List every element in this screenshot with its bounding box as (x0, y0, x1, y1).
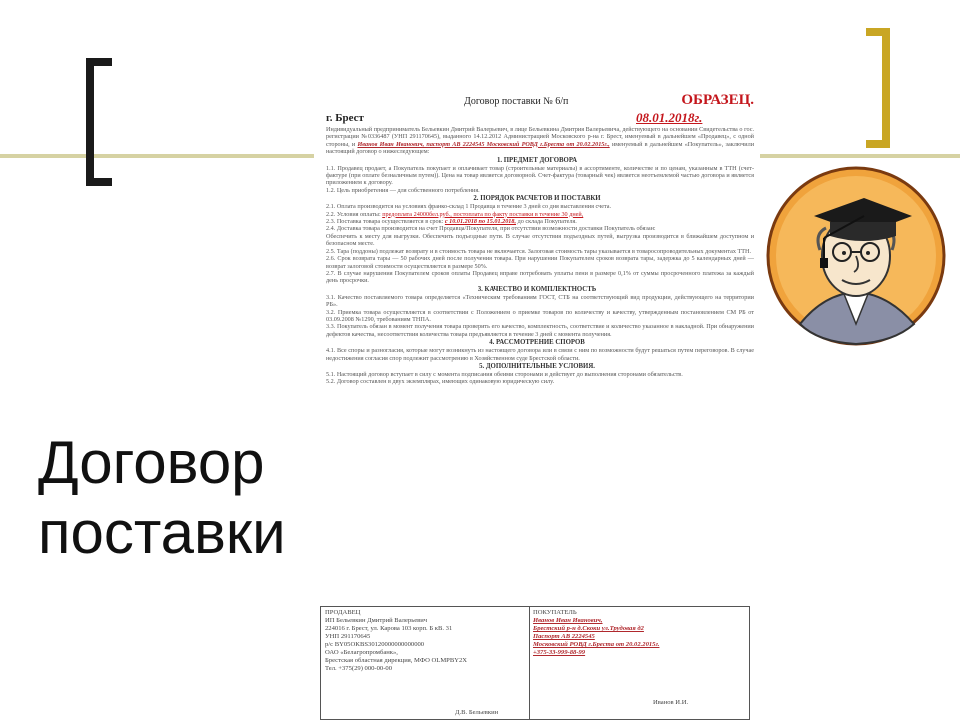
clause (326, 218, 754, 225)
buyer-header: ПОКУПАТЕЛЬ (533, 609, 577, 616)
section-heading: 4. РАССМОТРЕНИЕ СПОРОВ (489, 339, 585, 347)
buyer-line: Иванов Иван Иванович, (533, 617, 603, 624)
clause: 2.6. Срок возврата тары — 50 рабочих дней после получения товара. При нарушении Покупателем сроков возврата тары, задержка до 5 календарных дней — возврат залоговой стоимости осуществляется в размере 50%. (326, 255, 754, 270)
buyer-column (529, 607, 749, 719)
left-bracket-decoration (86, 58, 112, 186)
clause: 5.2. Договор составлен в двух экземплярах, имеющих одинаковую юридическую силу. (326, 378, 555, 386)
seller-line: р/с BY05OKBS30120000000000000 (325, 641, 425, 648)
buyer-line: Московский РОВД г.Бреста от 20.02.2015г. (533, 641, 660, 648)
intro-paragraph (326, 126, 754, 156)
section-heading: 1. ПРЕДМЕТ ДОГОВОРА (496, 156, 578, 164)
clause: 3.3. Покупатель обязан в момент получения товара проверить его качество, комплектность, соответствие и количество указанное в накладной. При обнаружении дефектов качества, несоответствия количества товара предъявляется в течение 3 дней с момента получения. (326, 323, 754, 338)
clause: 5.1. Настоящий договор вступает в силу с момента подписания обеими сторонами и действует до выполнения сторонами обязательств. (326, 370, 683, 378)
section-heading: 3. КАЧЕСТВО И КОМПЛЕКТНОСТЬ (477, 285, 597, 293)
delivery-dates: с 10.01.2018 по 15.01.2018, (444, 218, 517, 226)
seller-line: ИП Бельевкин Дмитрий Валерьевич (325, 617, 428, 624)
clause (326, 211, 754, 218)
seller-line: ОАО «Белагропромбанк», (325, 649, 398, 656)
slide-title-line2: поставки (38, 499, 286, 566)
clause: 2.1. Оплата производится на условиях франко-склад 1 Продавца в течение 3 дней со дня выставления счета. (326, 203, 612, 211)
clause-text: 2.2. Условия оплаты: (326, 210, 381, 218)
clause: 3.2. Приемка товара осуществляется в соответствии с Положением о приемке товаров по количеству и качеству, утвержденным постановлением СМ РБ от 03.09.2008 №1290, требованиям ТНПА. (326, 308, 754, 323)
clause: 2.7. В случае нарушения Покупателем сроков оплаты Продавец вправе потребовать уплаты пени в размере 0,1% от суммы просроченного платежа за каждый день просрочки. (326, 269, 754, 285)
clause: 2.4. Доставка товара производится на счет Продавца/Покупателя, при отсутствии возможности доставки Покупатель обязан: (326, 225, 656, 233)
clause: Обеспечить к месту для выгрузки. Обеспечить подъездные пути. В случае отсутствия подъездных путей, выгрузка производится в ближайшем доступном и безопасном месте. (326, 232, 754, 248)
buyer-line: Паспорт АВ 2224545 (533, 633, 595, 640)
seller-column (321, 607, 530, 719)
buyer-signature: Иванов И.И. (653, 699, 689, 706)
intro-text: Индивидуальный предприниматель Бельевкин Дмитрий Валерьевич, в лице Бельевкина Дмитрия Валерьевича, действующего на основании Свидетельства о гос. регистрации №0336487 (УНП 291170645), выданного 14.12.2012 Администрацией Московского р-на г. Брест, именуемый в дальнейшем «Продавец», с одной стороны, и (326, 126, 754, 148)
seller-line: УНП 291170645 (325, 633, 371, 640)
professor-with-graduation-cap-icon (764, 164, 948, 348)
seller-line: 224016 г. Брест, ул. Карова 103 корп. Б кВ. 31 (325, 625, 453, 632)
clause: 1.1. Продавец продает, а Покупатель покупает и оплачивает товар (строительные материалы) в ассортименте, количестве и по ценам, указанным в ТТН (счет-фактуре (при оплате безналичным путем)). Цена на товар является договорной. Счет-фактура (товарный чек) является неотъемлемой частью договора и является приложением к договору. (326, 164, 754, 187)
buyer-line: +375-33-999-88-99 (533, 649, 586, 656)
buyer-line: Брестский р-н д.Скоки ул.Трудовая д2 (533, 625, 644, 632)
clause: 3.1. Качество поставляемого товара определяется «Техническим требованиям ГОСТ, СТБ на соответствующий вид продукции, действующего на территории РБ». (326, 293, 754, 309)
seller-header: ПРОДАВЕЦ (325, 609, 361, 616)
clause-text: до склада Покупателя. (517, 218, 577, 226)
section-heading: 5. ДОПОЛНИТЕЛЬНЫЕ УСЛОВИЯ. (479, 362, 595, 370)
clause: 1.2. Цель приобретения — для собственного потребления. (326, 186, 480, 194)
clause: 4.1. Все споры и разногласия, которые могут возникнуть из настоящего договора или в связи с ним по возможности будут решаться путем переговоров. В случае недостижения согласия спор подлежит рассмотрению в Хозяйственном суде Брестской области. (326, 347, 754, 362)
sample-label: ОБРАЗЕЦ. (681, 92, 754, 108)
signature-table (320, 606, 750, 720)
slide-title-line1: Договор (38, 429, 265, 496)
right-bracket-decoration (866, 28, 890, 148)
slide-title (38, 428, 298, 568)
document-date: 08.01.2018г. (636, 110, 703, 125)
seller-line: Тел. +375(29) 000-00-00 (325, 665, 393, 672)
section-heading: 2. ПОРЯДОК РАСЧЕТОВ И ПОСТАВКИ (473, 195, 601, 203)
payment-terms: предоплата 24000бел.руб., постоплата по факту поставки в течение 30 дней, (382, 210, 584, 218)
document-title: Договор поставки № 6/п (464, 96, 569, 107)
contract-document (314, 92, 760, 720)
buyer-details: Иванов Иван Иванович, паспорт АВ 2224545 Московский РОВД г.Бреста от 20.02.2015г., (357, 140, 610, 148)
seller-line: Брестская областная дирекция, МФО OLMPBY2X (325, 657, 468, 664)
seller-signature: Д.В. Бельевкин (455, 709, 499, 716)
intro-end: именуемый в дальнейшем «Покупатель», заключили настоящий договор о нижеследующем: (326, 140, 755, 156)
document-city: г. Брест (326, 112, 364, 124)
clause-text: 2.3. Поставка товара осуществляется в срок: (326, 218, 444, 226)
clause: 2.5. Тара (поддоны) подлежат возврату и в стоимость товара не включается. Залоговая стоимость тары указывается в товаросопроводительных документах ТТН. (326, 247, 752, 255)
